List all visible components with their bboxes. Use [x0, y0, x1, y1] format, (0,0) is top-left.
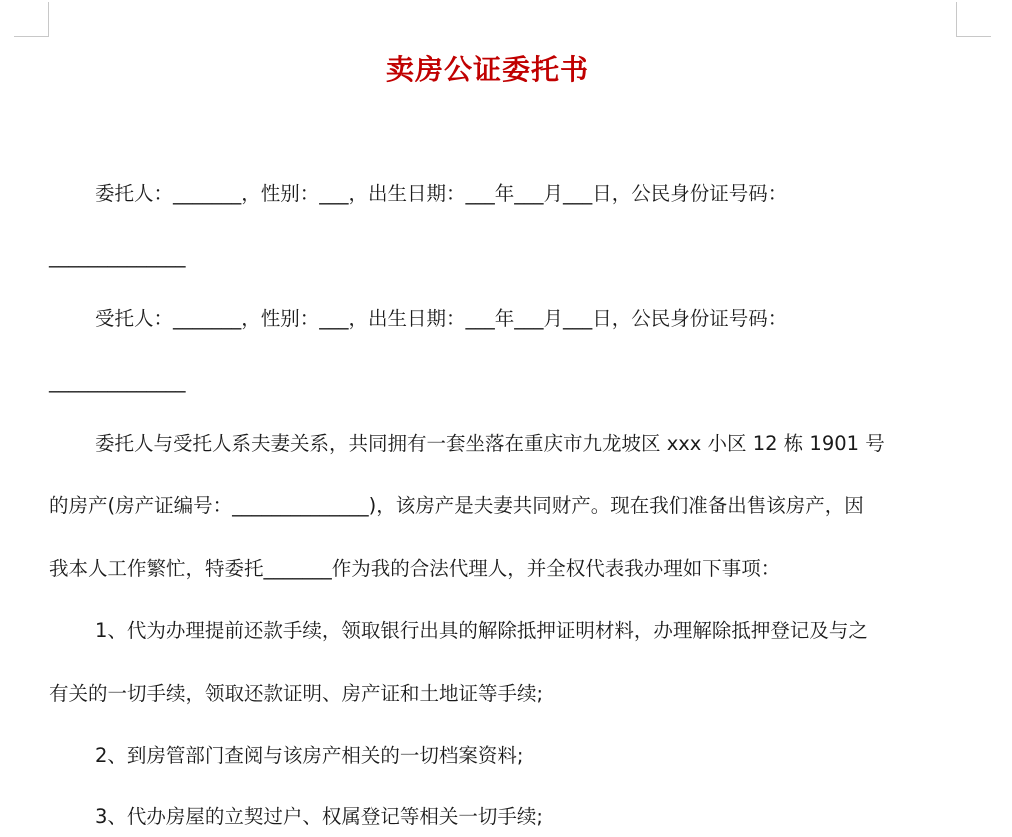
item-2-line: 2、到房管部门查阅与该房产相关的一切档案资料;: [95, 744, 524, 767]
crop-mark-top-right: [956, 2, 991, 37]
principal-id-blank: ______________: [49, 245, 186, 268]
item-3-line: 3、代办房屋的立契过户、权属登记等相关一切手续;: [95, 805, 543, 828]
agent-info-line: 受托人：_______，性别：___，出生日期：___年___月___日，公民身份证号码：: [95, 307, 788, 330]
document-title: 卖房公证委托书: [385, 53, 589, 86]
body-paragraph-line-3: 我本人工作繁忙，特委托_______作为我的合法代理人，并全权代表我办理如下事项：: [49, 557, 781, 580]
agent-id-blank: ______________: [49, 370, 186, 393]
item-1-line-2: 有关的一切手续，领取还款证明、房产证和土地证等手续;: [49, 682, 544, 705]
crop-mark-top-left: [14, 2, 49, 37]
body-paragraph-line-2: 的房产(房产证编号：______________)，该房产是夫妻共同财产。现在我们准备出售该房产，因: [49, 494, 864, 517]
body-paragraph-line-1: 委托人与受托人系夫妻关系，共同拥有一套坐落在重庆市九龙坡区 xxx 小区 12 栋 1901 号: [95, 432, 885, 455]
principal-info-line: 委托人：_______，性别：___，出生日期：___年___月___日，公民身份证号码：: [95, 182, 788, 205]
item-1-line-1: 1、代为办理提前还款手续，领取银行出具的解除抵押证明材料，办理解除抵押登记及与之: [95, 619, 868, 642]
